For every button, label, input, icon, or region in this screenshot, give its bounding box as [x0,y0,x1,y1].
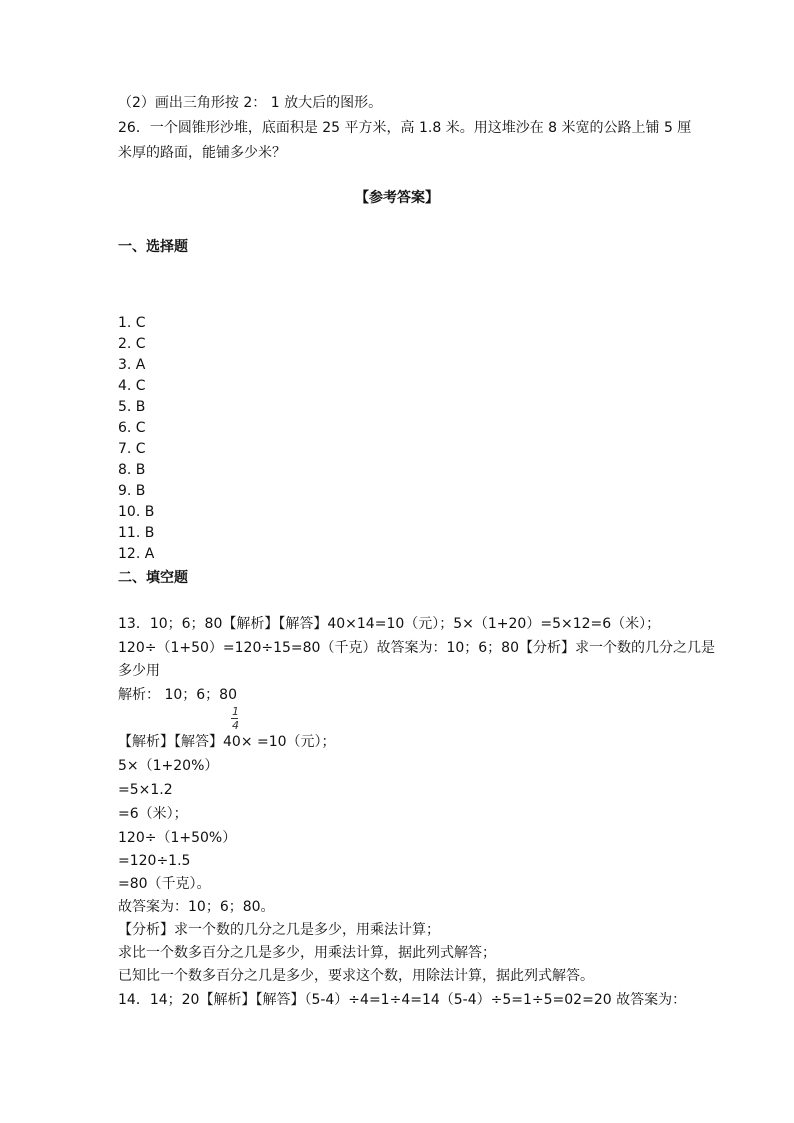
answer-title: 【参考答案】 [355,190,439,206]
choice-answer: 6. C [118,420,146,436]
fraction-numerator: 1 [232,705,239,718]
fill-answer-line: 多少用 [118,663,160,679]
fill-answer-line: =120÷1.5 [118,853,191,869]
choice-answer: 2. C [118,336,146,352]
choice-answer: 4. C [118,378,146,394]
fill-answer-line: 已知比一个数多百分之几是多少，要求这个数，用除法计算，据此列式解答。 [118,968,594,984]
fill-answer-line: 【解析】【解答】40× =10（元）； [118,734,336,750]
choice-answer: 11. B [118,525,155,541]
choice-answer: 8. B [118,462,146,478]
fill-answer-line: 解析： 10；6；80 [118,687,237,703]
question-line: （2）画出三角形按 2： 1 放大后的图形。 [118,95,383,111]
fill-answer-line: =80（千克）。 [118,876,211,892]
fill-answer-line: 【分析】求一个数的几分之几是多少，用乘法计算； [118,922,440,938]
section-heading-fill: 二、填空题 [118,570,188,586]
question-26-cont: 米厚的路面，能铺多少米？ [118,145,286,161]
choice-answer: 9. B [118,483,146,499]
fill-answer-line: 故答案为：10；6；80。 [118,899,275,915]
fill-answer-line: =6（米）； [118,806,188,822]
choice-answer: 5. B [118,399,146,415]
question-26: 26．一个圆锥形沙堆，底面积是 25 平方米，高 1.8 米。用这堆沙在 8 米宽的公路上铺 5 厘 [118,120,692,136]
choice-answer: 3. A [118,357,146,373]
fraction-denominator: 4 [232,719,239,732]
fill-answer-line: 5×（1+20%） [118,758,219,774]
fill-answer-line: 求比一个数多百分之几是多少，用乘法计算，据此列式解答； [118,945,496,961]
fill-answer-line: 120÷（1+50）=120÷15=80（千克）故答案为：10；6；80【分析】求一个数的几分之几是 [118,640,715,656]
choice-answer: 7. C [118,441,146,457]
fill-answer-line: =5×1.2 [118,782,173,798]
choice-answer: 10. B [118,504,155,520]
section-heading-choice: 一、选择题 [118,239,188,255]
choice-answer: 1. C [118,315,146,331]
fill-answer-line: 13．10；6；80【解析】【解答】40×14=10（元）；5×（1+20）=5×12=6（米）； [118,616,661,632]
fill-answer-line: 120÷（1+50%） [118,830,237,846]
choice-answer: 12. A [118,546,155,562]
fill-answer-line: 14．14；20【解析】【解答】（5-4）÷4=1÷4=14（5-4）÷5=1÷5=02=20 故答案为： [118,992,687,1008]
